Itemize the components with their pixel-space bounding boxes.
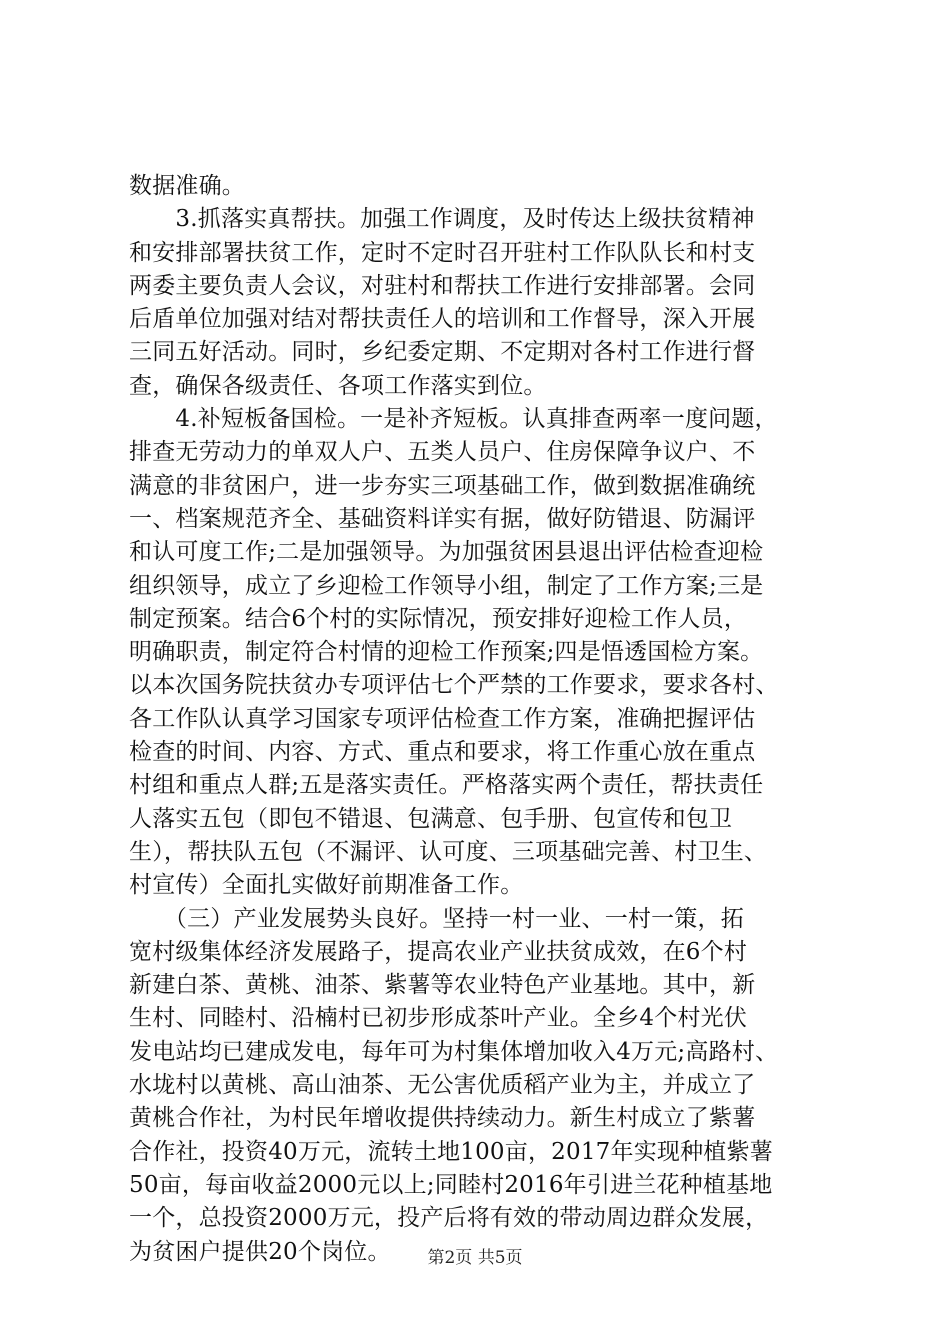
text-line: 排查无劳动力的单双人户、五类人员户、住房保障争议户、不: [129, 439, 756, 466]
text-line: 满意的非贫困户，进一步夯实三项基础工作，做到数据准确统: [129, 472, 756, 499]
text-line: 检查的时间、内容、方式、重点和要求，将工作重心放在重点: [129, 739, 756, 766]
text-line: 后盾单位加强对结对帮扶责任人的培训和工作督导，深入开展: [129, 306, 756, 333]
text-line: 水垅村以黄桃、高山油茶、无公害优质稻产业为主，并成立了: [129, 1072, 756, 1099]
text-line: 一个，总投资2000万元，投产后将有效的带动周边群众发展，: [129, 1205, 769, 1232]
text-line: 以本次国务院扶贫办专项评估七个严禁的工作要求，要求各村、: [129, 672, 779, 699]
text-line: 一、档案规范齐全、基础资料详实有据，做好防错退、防漏评: [129, 505, 756, 532]
text-line: 人落实五包（即包不错退、包满意、包手册、包宣传和包卫: [129, 805, 733, 832]
text-line: 各工作队认真学习国家专项评估检查工作方案，准确把握评估: [129, 705, 756, 732]
text-line: 三同五好活动。同时，乡纪委定期、不定期对各村工作进行督: [129, 339, 756, 366]
text-line: （三）产业发展势头良好。坚持一村一业、一村一策，拓: [129, 905, 744, 932]
text-line: 村组和重点人群;五是落实责任。严格落实两个责任，帮扶责任: [129, 772, 764, 799]
text-line: 发电站均已建成发电，每年可为村集体增加收入4万元;高路村、: [129, 1038, 779, 1065]
text-line: 生），帮扶队五包（不漏评、认可度、三项基础完善、村卫生、: [129, 838, 768, 865]
text-line: 生村、同睦村、沿楠村已初步形成茶叶产业。全乡4个村光伏: [129, 1005, 748, 1032]
text-line: 为贫困户提供20个岗位。: [129, 1238, 391, 1265]
text-line: 制定预案。结合6个村的实际情况，预安排好迎检工作人员，: [129, 605, 748, 632]
text-line: 新建白茶、黄桃、油茶、紫薯等农业特色产业基地。其中，新: [129, 972, 756, 999]
text-line: 村宣传）全面扎实做好前期准备工作。: [129, 872, 524, 899]
text-line: 两委主要负责人会议，对驻村和帮扶工作进行安排部署。会同: [129, 272, 756, 299]
text-line: 合作社，投资40万元，流转土地100亩，2017年实现种植紫薯: [129, 1138, 773, 1165]
body-text: [129, 170, 829, 1269]
text-line: 宽村级集体经济发展路子，提高农业产业扶贫成效，在6个村: [129, 938, 748, 965]
text-line: 和认可度工作;二是加强领导。为加强贫困县退出评估检查迎检: [129, 539, 764, 566]
text-line: 和安排部署扶贫工作，定时不定时召开驻村工作队队长和村支: [129, 239, 756, 266]
text-line: 黄桃合作社，为村民年增收提供持续动力。新生村成立了紫薯: [129, 1105, 756, 1132]
text-line: 组织领导，成立了乡迎检工作领导小组，制定了工作方案;三是: [129, 572, 764, 599]
text-line: 3.抓落实真帮扶。加强工作调度，及时传达上级扶贫精神: [129, 206, 755, 233]
text-line: 数据准确。: [129, 173, 245, 199]
text-line: 明确职责，制定符合村情的迎检工作预案;四是悟透国检方案。: [129, 639, 764, 666]
page-footer: 第2页 共5页: [427, 1248, 523, 1268]
text-line: 4.补短板备国检。一是补齐短板。认真排查两率一度问题，: [129, 406, 778, 433]
text-line: 查，确保各级责任、各项工作落实到位。: [129, 372, 547, 399]
text-line: 50亩，每亩收益2000元以上;同睦村2016年引进兰花种植基地: [129, 1171, 773, 1198]
